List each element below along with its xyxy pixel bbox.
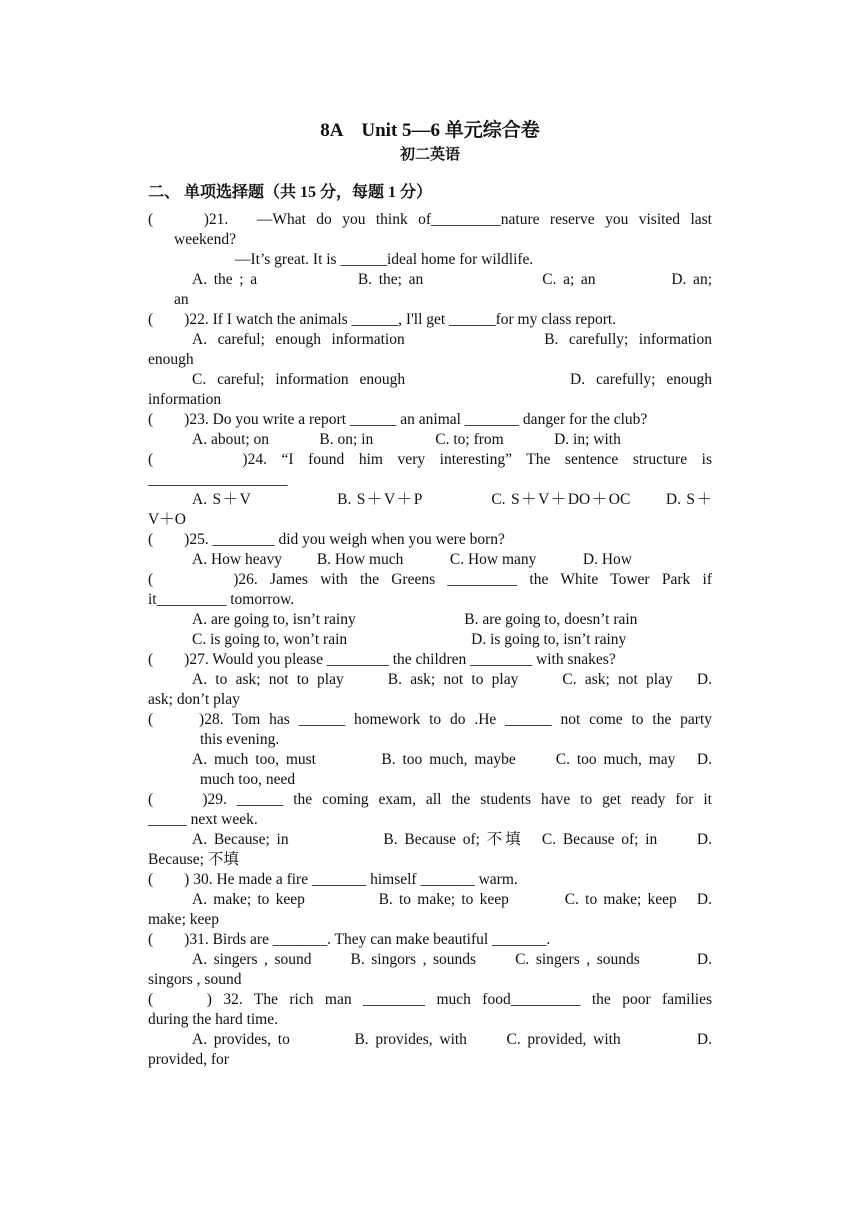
question-25-stem: ( )25. ________ did you weigh when you were born? xyxy=(148,531,505,548)
document-subtitle: 初二英语 xyxy=(399,147,460,163)
question-26-options-cd: C. is going to, won’t rain D. is going to, isn’t rainy xyxy=(192,631,627,648)
question-27-stem: ( )27. Would you please ________ the children ________ with snakes? xyxy=(148,651,616,668)
question-22-options-ab: A. careful; enough information B. carefully; information xyxy=(192,331,712,348)
section-heading: 二、 单项选择题（共 15 分，每题 1 分） xyxy=(148,184,433,201)
question-31-options-cont: singors , sound xyxy=(148,971,242,988)
question-23-options: A. about; on B. on; in C. to; from D. in; with xyxy=(192,431,621,448)
question-22-options-cd-cont: information xyxy=(148,391,222,408)
question-21-stem-cont: weekend? xyxy=(174,231,236,248)
question-32-options: A. provides, to B. provides, with C. provided, with D. xyxy=(192,1031,712,1048)
question-28-options-cont: much too, need xyxy=(200,771,296,788)
question-21-reply: —It’s great. It is ______ideal home for wildlife. xyxy=(235,251,534,268)
question-22-options-cd: C. careful; information enough D. carefully; enough xyxy=(192,371,712,388)
question-29-options-cont: Because; 不填 xyxy=(148,851,239,868)
question-22-stem: ( )22. If I watch the animals ______, I'll get ______for my class report. xyxy=(148,311,617,328)
question-24-options: A. S＋V B. S＋V＋P C. S＋V＋DO＋OC D. S＋ xyxy=(192,491,712,508)
question-30-options: A. make; to keep B. to make; to keep C. to make; keep D. xyxy=(192,891,712,908)
question-21-stem: ( )21. —What do you think of_________nature reserve you visited last xyxy=(148,211,712,228)
question-22-options-ab-cont: enough xyxy=(148,351,194,368)
question-25-options: A. How heavy B. How much C. How many D. How xyxy=(192,551,632,568)
question-32-options-cont: provided, for xyxy=(148,1051,229,1068)
question-list xyxy=(148,210,712,1070)
document-title: 8A Unit 5—6 单元综合卷 xyxy=(320,120,540,141)
question-32-stem: ( ) 32. The rich man ________ much food_________ the poor families xyxy=(148,991,712,1008)
question-27-options-cont: ask; don’t play xyxy=(148,691,240,708)
question-23-stem: ( )23. Do you write a report ______ an animal _______ danger for the club? xyxy=(148,411,648,428)
document-page xyxy=(148,118,712,1070)
question-29-stem: ( )29. ______ the coming exam, all the students have to get ready for it xyxy=(148,791,712,808)
question-24-stem: ( )24. “I found him very interesting” The sentence structure is xyxy=(148,451,712,468)
question-31-options: A. singers , sound B. singors , sounds C. singers , sounds D. xyxy=(192,951,712,968)
question-31-stem: ( )31. Birds are _______. They can make beautiful _______. xyxy=(148,931,551,948)
question-26-stem: ( )26. James with the Greens _________ the White Tower Park if xyxy=(148,571,712,588)
question-21-options-cont: an xyxy=(174,291,189,308)
question-28-stem-cont: this evening. xyxy=(200,731,280,748)
question-26-stem-cont: it_________ tomorrow. xyxy=(148,591,295,608)
question-32-stem-cont: during the hard time. xyxy=(148,1011,278,1028)
question-26-options-ab: A. are going to, isn’t rainy B. are going to, doesn’t rain xyxy=(192,611,638,628)
question-24-options-cont: V＋O xyxy=(148,511,186,528)
question-30-options-cont: make; keep xyxy=(148,911,220,928)
question-28-options: A. much too, must B. too much, maybe C. too much, may D. xyxy=(192,751,712,768)
question-24-blank: __________________ xyxy=(148,471,288,488)
question-29-options: A. Because; in B. Because of; 不填 C. Because of; in D. xyxy=(192,831,712,848)
question-28-stem: ( )28. Tom has ______ homework to do .He ______ not come to the party xyxy=(148,711,712,728)
question-21-options: A. the ; a B. the; an C. a; an D. an; xyxy=(192,271,712,288)
question-30-stem: ( ) 30. He made a fire _______ himself _______ warm. xyxy=(148,871,518,888)
question-29-stem-cont: _____ next week. xyxy=(148,811,258,828)
question-27-options: A. to ask; not to play B. ask; not to play C. ask; not play D. xyxy=(192,671,712,688)
